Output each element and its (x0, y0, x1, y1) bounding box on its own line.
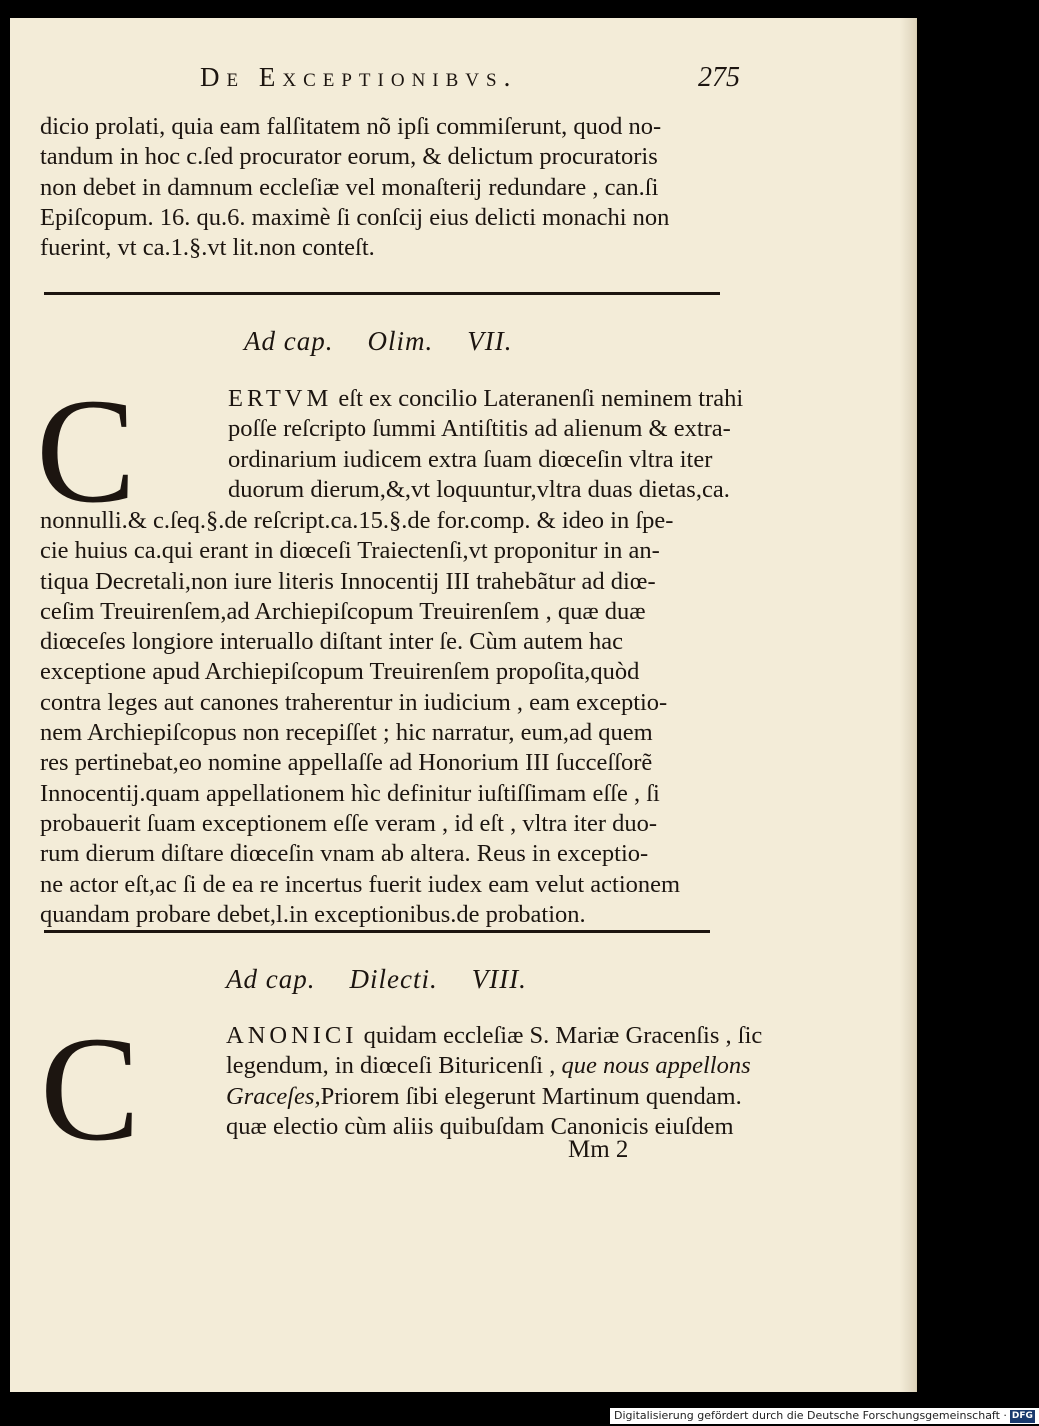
text-fragment: eſt ex concilio Lateranenſi neminem trahi (332, 385, 744, 412)
footer-text: Digitalisierung gefördert durch die Deutsche Forschungsgemeinschaft · (614, 1409, 1007, 1422)
drop-cap: C (36, 368, 137, 534)
text-line: cie huius ca.qui erant in diœceſi Traiectenſi,vt proponitur in an- (40, 537, 660, 565)
heading-part: Ad cap. (226, 964, 316, 994)
heading-part: Dilecti. (349, 964, 438, 994)
text-line: quandam probare debet,l.in exceptionibus.de probation. (40, 900, 586, 928)
text-fragment: Priorem ſibi elegerunt Martinum quendam. (320, 1082, 742, 1110)
text-fragment: legendum, in diœceſi Bituricenſi , (226, 1052, 562, 1080)
running-head-title: De Exceptionibvs. (200, 62, 518, 92)
section-heading (244, 326, 546, 357)
text-line: ne actor eſt,ac ſi de ea re incertus fuerit iudex eam velut actionem (40, 870, 681, 898)
running-head (200, 62, 740, 102)
text-line: duorum dierum,&,vt loquuntur,vltra duas dietas,ca. (228, 475, 730, 503)
section-divider (44, 292, 720, 295)
heading-part: Ad cap. (244, 326, 334, 356)
continuation-paragraph (40, 112, 669, 263)
text-line: ordinarium iudicem extra ſuam diœceſin vltra iter (228, 445, 713, 473)
heading-part: VIII. (471, 964, 527, 994)
text-line: Innocentij.quam appellationem hìc definitur iuſtiſſimam eſſe , ſi (40, 779, 660, 807)
text-line: nonnulli.& c.ſeq.§.de reſcript.ca.15.§.de for.comp. & ideo in ſpe- (40, 507, 674, 534)
text-line: nem Archiepiſcopus non recepiſſet ; hic narratur, eum,ad quem (40, 719, 653, 747)
text-line: quæ electio cùm aliis quibuſdam Canonicis eiuſdem (226, 1112, 734, 1140)
text-line: non debet in damnum eccleſiæ vel monaſterij redundare , can.ſi (40, 173, 659, 201)
text-line: contra leges aut canones traherentur in iudicium , eam exceptio- (40, 688, 668, 716)
section-divider (44, 930, 710, 933)
text-line: ceſim Treuirenſem,ad Archiepiſcopum Treuirenſem , quæ duæ (40, 597, 646, 625)
text-line: dicio prolati, quia eam falſitatem nõ ipſi commiſerunt, quod no- (40, 113, 662, 140)
text-line (226, 1051, 762, 1081)
dfg-logo-icon: DFG (1011, 1410, 1033, 1421)
text-line: poſſe reſcripto ſummi Antiſtitis ad alienum & extra- (228, 415, 731, 443)
text-line: diœceſes longiore interuallo diſtant inter ſe. Cùm autem hac (40, 628, 624, 656)
italic-fragment: que nous appellons (561, 1052, 751, 1080)
first-word: ERTVM (228, 385, 333, 412)
text-line: tandum in hoc c.ſed procurator eorum, & delictum procuratoris (40, 143, 658, 171)
text-line: rum dierum diſtare diœceſin vnam ab altera. Reus in exceptio- (40, 840, 649, 868)
section-paragraph-continued (40, 506, 680, 930)
text-line: res pertinebat,eo nomine appellaſſe ad Honorium III ſucceſſorẽ (40, 749, 653, 777)
text-line: tiqua Decretali,non iure literis Innocentij III trahebãtur ad diœ- (40, 567, 656, 595)
section-heading (226, 964, 561, 995)
section-paragraph (226, 1021, 762, 1142)
first-word: ANONICI (226, 1022, 358, 1049)
signature-mark: Mm 2 (568, 1136, 629, 1163)
digitization-footer (610, 1408, 1039, 1424)
text-fragment: quidam eccleſiæ S. Mariæ Gracenſis , ſic (357, 1022, 763, 1049)
text-line (228, 384, 743, 414)
heading-part: Olim. (367, 326, 434, 356)
heading-part: VII. (467, 326, 513, 356)
text-line (226, 1082, 762, 1112)
text-line: exceptione apud Archiepiſcopum Treuirenſem propoſita,quòd (40, 658, 640, 686)
italic-fragment: Graceſes, (226, 1082, 321, 1110)
text-line (226, 1021, 762, 1051)
text-line: Epiſcopum. 16. qu.6. maximè ſi conſcij eius delicti monachi non (40, 203, 670, 231)
drop-cap: C (40, 1006, 141, 1172)
text-line: probauerit ſuam exceptionem eſſe veram , id eſt , vltra iter duo- (40, 809, 658, 837)
section-paragraph (228, 384, 743, 505)
text-line: fuerint, vt ca.1.§.vt lit.non conteſt. (40, 234, 375, 262)
page-number: 275 (698, 62, 740, 93)
